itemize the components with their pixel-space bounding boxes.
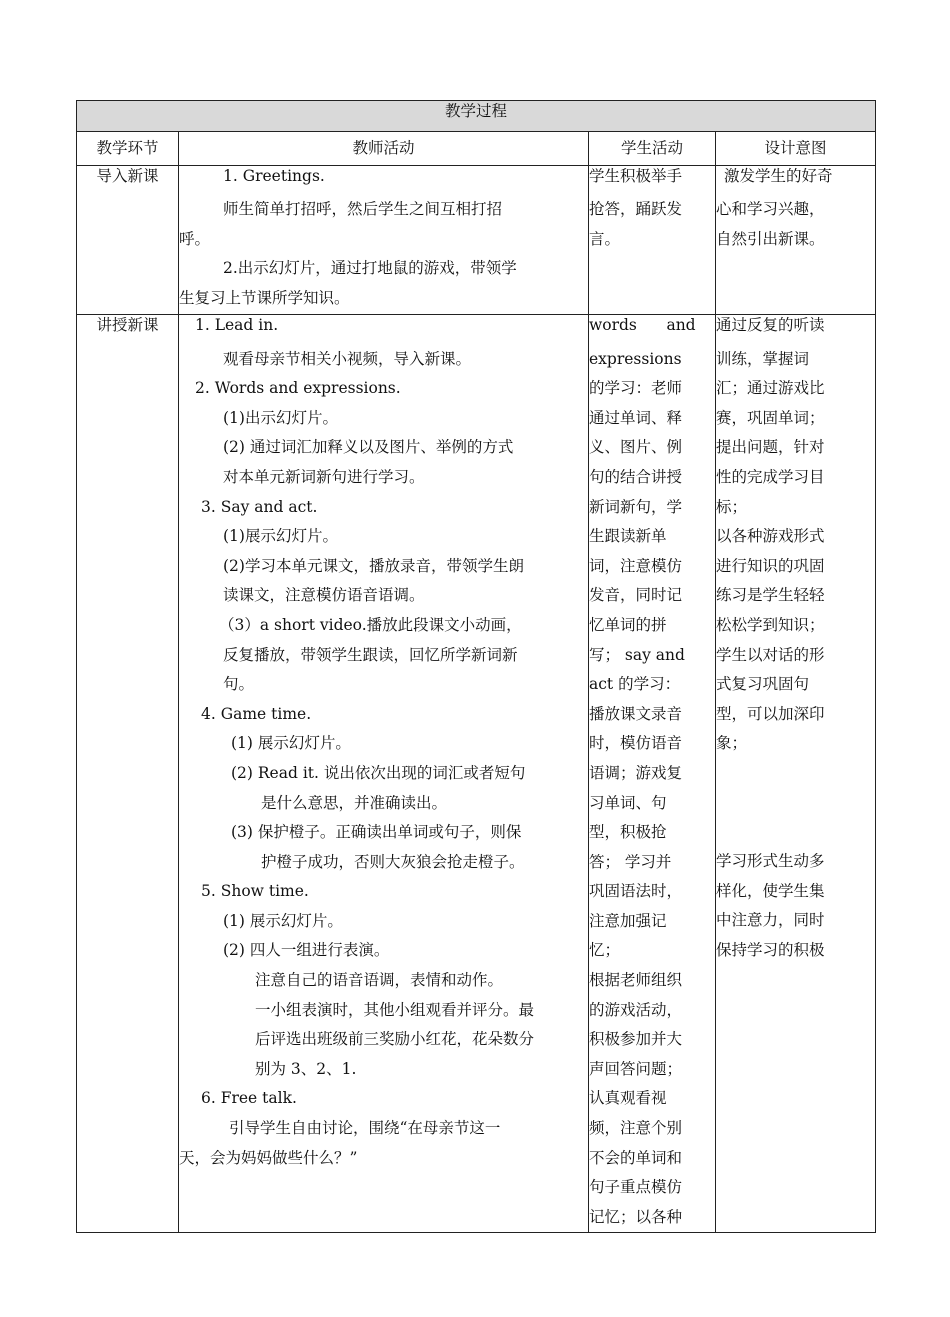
table-row (77, 315, 876, 1233)
teacher-activity-cell (179, 166, 589, 315)
teacher-line: 句。 (223, 675, 255, 694)
intent-line: 汇；通过游戏比 (716, 379, 825, 398)
teacher-line: 3. Say and act. (201, 497, 318, 516)
teacher-line: 生复习上节课所学知识。 (179, 288, 350, 307)
student-line: 时，模仿语音 (589, 734, 683, 753)
teacher-line: 1. Greetings. (223, 167, 325, 185)
teacher-line: 天，会为妈妈做些什么？” (179, 1148, 358, 1167)
intent-spacer (716, 759, 875, 847)
student-line: 习单词、句 (589, 793, 667, 812)
design-intent-cell (716, 166, 876, 315)
student-line: 语调；游戏复 (589, 763, 683, 782)
intent-line: 保持学习的积极 (716, 940, 825, 959)
intent-line: 象； (716, 734, 748, 753)
teacher-line: 师生简单打招呼，然后学生之间互相打招 (223, 200, 503, 218)
student-line: words and (589, 316, 696, 334)
intent-line: 样化，使学生集 (716, 881, 825, 900)
intent-line: 赛，巩固单词； (716, 408, 825, 427)
intent-line: 通过反复的听读 (716, 316, 825, 334)
intent-line: 式复习巩固句 (716, 675, 810, 694)
teacher-line: (1)出示幻灯片。 (223, 408, 338, 427)
teacher-line: 1. Lead in. (195, 316, 279, 334)
student-line: 根据老师组织 (589, 971, 683, 990)
table-row (77, 166, 876, 315)
teacher-line: 后评选出班级前三奖励小红花，花朵数分 (255, 1030, 535, 1049)
student-line: 抢答，踊跃发 (589, 200, 683, 218)
teacher-line: 4. Game time. (201, 704, 312, 723)
intent-line: 以各种游戏形式 (716, 527, 825, 546)
teacher-line: (1) 展示幻灯片。 (223, 911, 343, 930)
teacher-line: 一小组表演时，其他小组观看并评分。最 (255, 1000, 535, 1019)
teacher-line: 6. Free talk. (201, 1089, 297, 1108)
teacher-line: (3) 保护橙子。正确读出单词或句子，则保 (231, 823, 522, 842)
student-line: 句子重点模仿 (589, 1178, 683, 1197)
teacher-activity-cell (179, 315, 589, 1233)
student-line: 词，注意模仿 (589, 556, 683, 575)
student-line: 不会的单词和 (589, 1148, 683, 1167)
teacher-line: 反复播放，带领学生跟读，回忆所学新词新 (223, 645, 518, 664)
student-line: 的游戏活动， (589, 1000, 683, 1019)
student-line: 巩固语法时， (589, 882, 683, 901)
student-line: 言。 (589, 229, 621, 248)
student-activity-cell (589, 166, 716, 315)
table-title-row (77, 101, 876, 132)
student-line: 记忆；以各种 (589, 1207, 683, 1226)
student-line: 的学习：老师 (589, 379, 683, 398)
stage-label: 讲授新课 (96, 316, 159, 334)
student-line: act 的学习： (589, 675, 681, 694)
student-line: expressions (589, 349, 682, 368)
design-intent-cell (716, 315, 876, 1233)
stage-cell (77, 315, 179, 1233)
student-line: 频，注意个别 (589, 1119, 683, 1138)
teacher-line: 观看母亲节相关小视频，导入新课。 (223, 349, 472, 368)
student-activity-cell (589, 315, 716, 1233)
teacher-line: （3）a short video.播放此段课文小动画， (219, 615, 522, 634)
student-line: 忆； (589, 941, 621, 960)
header-stage: 教学环节 (77, 132, 179, 166)
intent-line: 标； (716, 497, 748, 516)
teacher-line: 5. Show time. (201, 882, 309, 901)
intent-line: 提出问题，针对 (716, 438, 825, 457)
teacher-line: (2) 通过词汇加释义以及图片、举例的方式 (223, 438, 514, 457)
student-line: 学生积极举手 (589, 167, 683, 185)
student-line: 播放课文录音 (589, 704, 683, 723)
table-title: 教学过程 (77, 101, 876, 132)
teacher-line: 2. Words and expressions. (195, 379, 401, 398)
student-line: 义、图片、例 (589, 438, 683, 457)
teacher-line: 护橙子成功，否则大灰狼会抢走橙子。 (261, 852, 525, 871)
student-line: 生跟读新单 (589, 527, 667, 546)
student-line: 忆单词的拼 (589, 615, 667, 634)
intent-line: 训练，掌握词 (716, 349, 810, 368)
header-design-intent: 设计意图 (716, 132, 876, 166)
student-line: 新词新句，学 (589, 497, 683, 516)
student-line: 通过单词、释 (589, 408, 683, 427)
teacher-line: 对本单元新词新句进行学习。 (223, 467, 425, 486)
teacher-line: (1)展示幻灯片。 (223, 527, 338, 546)
intent-line: 学习形式生动多 (716, 851, 825, 870)
student-line: 型，积极抢 (589, 823, 667, 842)
teacher-line: 引导学生自由讨论，围绕“在母亲节这一 (229, 1119, 501, 1138)
intent-line: 学生以对话的形 (716, 645, 825, 664)
teacher-line: 2.出示幻灯片，通过打地鼠的游戏，带领学 (223, 259, 517, 278)
intent-line: 中注意力，同时 (716, 911, 825, 930)
intent-line: 型，可以加深印 (716, 704, 825, 723)
table-header-row (77, 132, 876, 166)
stage-label: 导入新课 (96, 167, 159, 185)
student-line: 声回答问题； (589, 1059, 683, 1078)
intent-line: 激发学生的好奇 (724, 167, 833, 185)
teacher-line: 呼。 (179, 229, 211, 248)
teacher-line: (1) 展示幻灯片。 (231, 734, 351, 753)
student-line: 句的结合讲授 (589, 467, 683, 486)
teacher-line: (2) 四人一组进行表演。 (223, 941, 390, 960)
teacher-line: 别为 3、2、1. (255, 1059, 357, 1078)
teacher-line: (2) Read it. 说出依次出现的词汇或者短句 (231, 763, 526, 782)
intent-line: 性的完成学习目 (716, 467, 825, 486)
teacher-line: 读课文，注意模仿语音语调。 (223, 586, 425, 605)
intent-line: 练习是学生轻轻 (716, 586, 825, 605)
student-line: 认真观看视 (589, 1089, 667, 1108)
teacher-line: 注意自己的语音语调，表情和动作。 (255, 971, 504, 990)
intent-line: 松松学到知识； (716, 615, 825, 634)
intent-line: 心和学习兴趣， (716, 200, 825, 218)
teacher-line: (2)学习本单元课文，播放录音，带领学生朗 (223, 556, 524, 575)
student-line: 积极参加并大 (589, 1030, 683, 1049)
intent-line: 自然引出新课。 (716, 229, 825, 248)
student-line: 注意加强记 (589, 911, 667, 930)
stage-cell (77, 166, 179, 315)
student-line: 发音，同时记 (589, 586, 683, 605)
student-line: 答； 学习并 (589, 852, 672, 871)
teacher-line: 是什么意思，并准确读出。 (261, 793, 448, 812)
student-line: 写； say and (589, 645, 685, 664)
header-teacher-activity: 教师活动 (179, 132, 589, 166)
header-student-activity: 学生活动 (589, 132, 716, 166)
intent-line: 进行知识的巩固 (716, 556, 825, 575)
teaching-process-table (76, 100, 876, 1233)
